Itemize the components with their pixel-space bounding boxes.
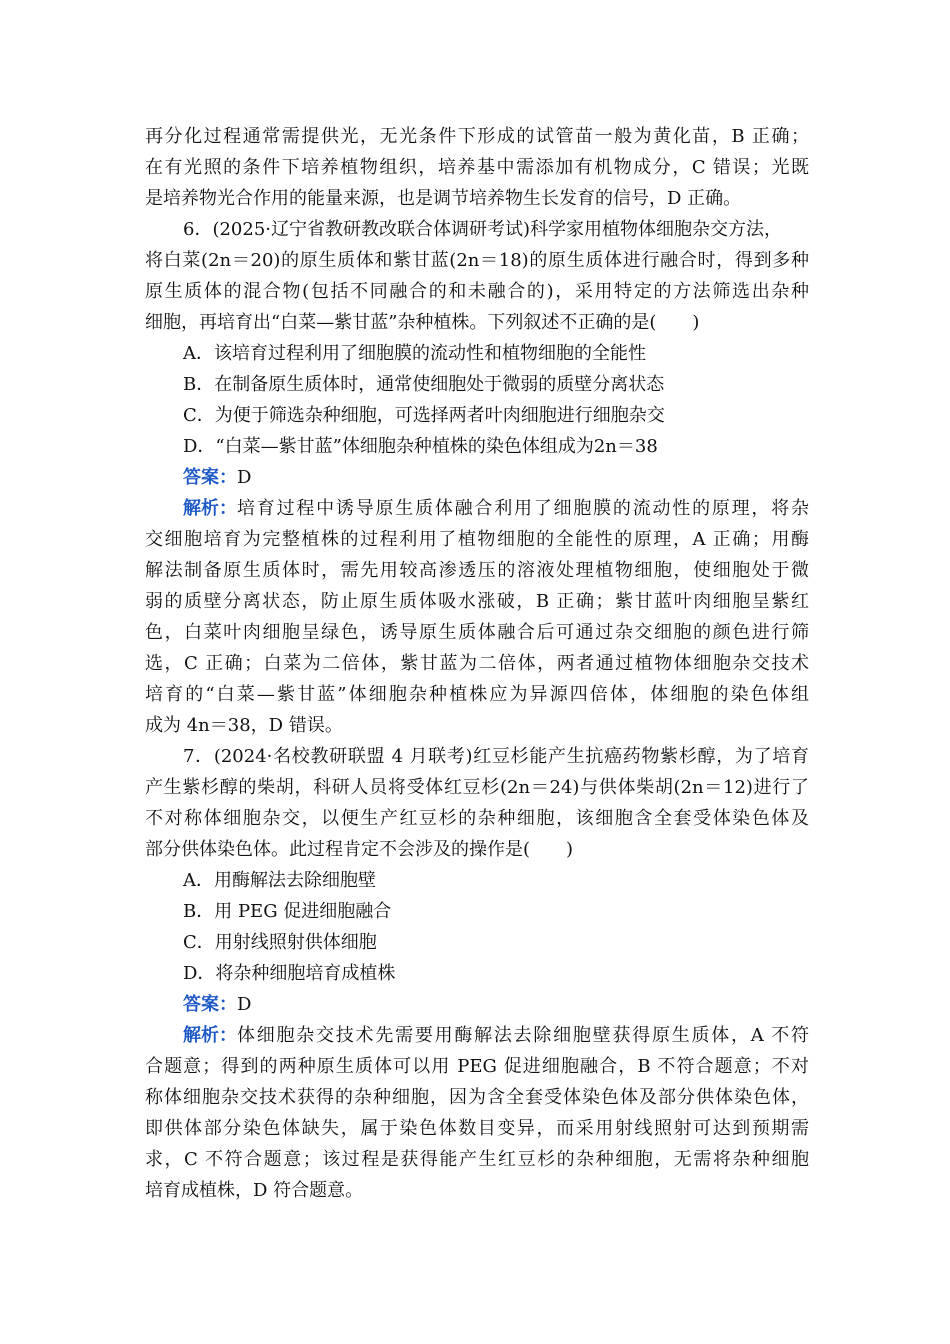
text-line: 部分供体染色体。此过程肯定不会涉及的操作是( ) (145, 839, 574, 860)
text-line: 产生紫杉醇的柴胡，科研人员将受体红豆杉(2n＝24)与供体柴胡(2n＝12)进行了 (145, 777, 809, 798)
option-c: C．为便于筛选杂种细胞，可选择两者叶肉细胞进行细胞杂交 (183, 405, 665, 426)
text-line: 色，白菜叶肉细胞呈绿色，诱导原生质体融合后可通过杂交细胞的颜色进行筛 (145, 622, 809, 643)
answer-value: D (237, 994, 252, 1015)
question-7-stem: 7．(2024·名校教研联盟 4 月联考)红豆杉能产生抗癌药物紫杉醇，为了培育 (183, 746, 809, 767)
answer-line (183, 463, 809, 493)
answer-label: 答案： (183, 994, 237, 1015)
text-line: 交细胞培育为完整植株的过程利用了植物细胞的全能性的原理，A 正确；用酶 (145, 529, 809, 550)
text-line: 是培养物光合作用的能量来源，也是调节培养物生长发育的信号，D 正确。 (145, 188, 742, 209)
option-c: C．用射线照射供体细胞 (183, 932, 377, 953)
analysis-label: 解析： (183, 1025, 237, 1046)
option-b: B．在制备原生质体时，通常使细胞处于微弱的质壁分离状态 (183, 374, 665, 395)
answer-value: D (237, 467, 252, 488)
answer-label: 答案： (183, 467, 237, 488)
option-b: B．用 PEG 促进细胞融合 (183, 901, 392, 922)
text-line: 培育成植株，D 符合题意。 (145, 1180, 364, 1201)
text-line: 在有光照的条件下培养植物组织，培养基中需添加有机物成分，C 错误；光既 (145, 157, 809, 178)
text-line: 解法制备原生质体时，需先用较高渗透压的溶液处理植物细胞，使细胞处于微 (145, 560, 809, 581)
text-line: 再分化过程通常需提供光，无光条件下形成的试管苗一般为黄化苗，B 正确； (145, 126, 809, 147)
text-line: 培育的“白菜—紫甘蓝”体细胞杂种植株应为异源四倍体，体细胞的染色体组 (145, 684, 809, 705)
text-line: 将白菜(2n＝20)的原生质体和紫甘蓝(2n＝18)的原生质体进行融合时，得到多种 (145, 250, 809, 271)
text-line: 细胞，再培育出“白菜—紫甘蓝”杂种植株。下列叙述不正确的是( ) (145, 312, 700, 333)
text-line: 原生质体的混合物(包括不同融合的和未融合的)，采用特定的方法筛选出杂种 (145, 281, 809, 302)
analysis-text: 体细胞杂交技术先需要用酶解法去除细胞壁获得原生质体，A 不符 (237, 1025, 809, 1046)
option-a: A．该培育过程利用了细胞膜的流动性和植物细胞的全能性 (183, 343, 646, 364)
option-d: D．将杂种细胞培育成植株 (183, 963, 396, 984)
text-line: 弱的质壁分离状态，防止原生质体吸水涨破，B 正确；紫甘蓝叶肉细胞呈紫红 (145, 591, 809, 612)
text-line: 即供体部分染色体缺失，属于染色体数目变异，而采用射线照射可达到预期需 (145, 1118, 809, 1139)
analysis-line (183, 1021, 809, 1051)
question-6-stem: 6．(2025·辽宁省教研教改联合体调研考试)科学家用植物体细胞杂交方法， (183, 219, 783, 240)
option-a: A．用酶解法去除细胞壁 (183, 870, 376, 891)
analysis-text: 培育过程中诱导原生质体融合利用了细胞膜的流动性的原理，将杂 (237, 498, 809, 519)
text-line: 成为 4n＝38，D 错误。 (145, 715, 343, 736)
text-line: 选，C 正确；白菜为二倍体，紫甘蓝为二倍体，两者通过植物体细胞杂交技术 (145, 653, 809, 674)
text-line: 不对称体细胞杂交，以便生产红豆杉的杂种细胞，该细胞含全套受体染色体及 (145, 808, 809, 829)
analysis-line (183, 494, 809, 524)
text-line: 合题意；得到的两种原生质体可以用 PEG 促进细胞融合，B 不符合题意；不对 (145, 1056, 809, 1077)
option-d: D．“白菜—紫甘蓝”体细胞杂种植株的染色体组成为2n＝38 (183, 436, 658, 457)
analysis-label: 解析： (183, 498, 237, 519)
text-line: 求，C 不符合题意；该过程是获得能产生红豆杉的杂种细胞，无需将杂种细胞 (145, 1149, 809, 1170)
text-line: 称体细胞杂交技术获得的杂种细胞，因为含全套受体染色体及部分供体染色体， (145, 1087, 809, 1108)
answer-line (183, 990, 809, 1020)
